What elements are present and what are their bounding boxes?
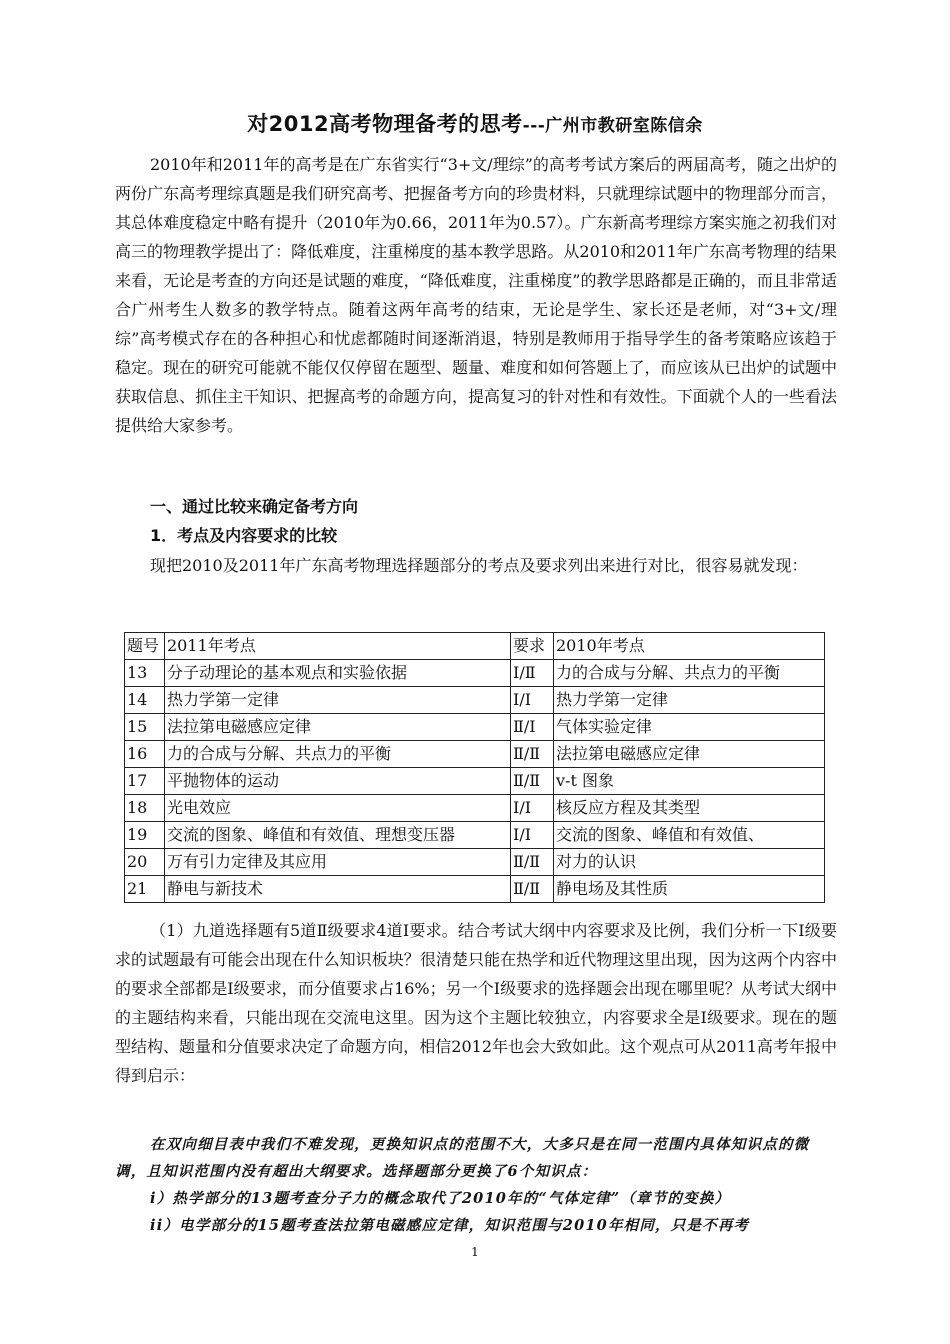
cell-requirement: Ⅰ/Ⅰ xyxy=(511,822,554,849)
subsection-heading: 1．考点及内容要求的比较 xyxy=(150,526,338,545)
table-row xyxy=(125,795,825,822)
table-row xyxy=(125,768,825,795)
page-title xyxy=(115,108,835,138)
cell-2010: 气体实验定律 xyxy=(554,714,825,741)
intro-paragraph: 2010年和2011年的高考是在广东省实行“3+文/理综”的高考考试方案后的两届高考，随之出炉的两份广东高考理综真题是我们研究高考、把握备考方向的珍贵材料，只就理综试题中的物理部分而言，其总体难度稳定中略有提升（2010年为0.66，2011年为0.57）。广东新高考理综方案实施之初我们对高三的物理教学提出了：降低难度，注重梯度的基本教学思路。从2010和2011年广东高考物理的结果来看，无论是考查的方向还是试题的难度，“降低难度，注重梯度”的教学思路都是正确的，而且非常适合广州考生人数多的教学特点。随着这两年高考的结束，无论是学生、家长还是老师，对“3+文/理综”高考模式存在的各种担心和忧虑都随时间逐渐消退，特别是教师用于指导学生的备考策略应该趋于稳定。现在的研究可能就不能仅仅停留在题型、题量、难度和如何答题上了，而应该从已出炉的试题中获取信息、抓住主干知识、把握高考的命题方向，提高复习的针对性和有效性。下面就个人的一些看法提供给大家参考。 xyxy=(115,155,837,435)
handwritten-note-item: i）热学部分的13题考查分子力的概念取代了2010年的“气体定律”（章节的变换） xyxy=(150,1190,731,1207)
cell-number: 19 xyxy=(125,822,165,849)
cell-2011: 力的合成与分解、共点力的平衡 xyxy=(165,741,511,768)
cell-number: 17 xyxy=(125,768,165,795)
header-2011: 2011年考点 xyxy=(165,633,511,660)
cell-requirement: Ⅰ/Ⅱ xyxy=(511,660,554,687)
table-row xyxy=(125,741,825,768)
table-intro-paragraph: 现把2010及2011年广东高考物理选择题部分的考点及要求列出来进行对比，很容易就发现： xyxy=(150,556,808,575)
cell-2010: 核反应方程及其类型 xyxy=(554,795,825,822)
cell-requirement: Ⅱ/Ⅱ xyxy=(511,768,554,795)
cell-2011: 分子动理论的基本观点和实验依据 xyxy=(165,660,511,687)
cell-requirement: Ⅱ/Ⅱ xyxy=(511,876,554,903)
cell-number: 13 xyxy=(125,660,165,687)
cell-2010: 力的合成与分解、共点力的平衡 xyxy=(554,660,825,687)
header-number: 题号 xyxy=(125,633,165,660)
table-row xyxy=(125,876,825,903)
title-main: 对2012高考物理备考的思考 xyxy=(247,112,523,136)
cell-requirement: Ⅱ/Ⅱ xyxy=(511,849,554,876)
cell-2011: 交流的图象、峰值和有效值、理想变压器 xyxy=(165,822,511,849)
analysis-paragraph: （1）九道选择题有5道Ⅱ级要求4道Ⅰ要求。结合考试大纲中内容要求及比例，我们分析一下Ⅰ级要求的试题最有可能会出现在什么知识板块？很清楚只能在热学和近代物理这里出现，因为这两个内容中的要求全部都是Ⅰ级要求，而分值要求占16%；另一个Ⅰ级要求的选择题会出现在哪里呢？从考试大纲中的主题结构来看，只能出现在交流电这里。因为这个主题比较独立，内容要求全是Ⅰ级要求。现在的题型结构、题量和分值要求决定了命题方向，相信2012年也会大致如此。这个观点可从2011高考年报中得到启示： xyxy=(115,921,837,1085)
cell-2010: 对力的认识 xyxy=(554,849,825,876)
cell-2010: 热力学第一定律 xyxy=(554,687,825,714)
page-number: 1 xyxy=(471,1245,479,1259)
cell-2011: 光电效应 xyxy=(165,795,511,822)
cell-2011: 热力学第一定律 xyxy=(165,687,511,714)
comparison-table xyxy=(124,632,825,903)
handwritten-note-item: ii）电学部分的15题考查法拉第电磁感应定律，知识范围与2010年相同，只是不再考 xyxy=(150,1217,750,1234)
title-author: ---广州市教研室陈信余 xyxy=(522,116,703,136)
cell-2011: 万有引力定律及其应用 xyxy=(165,849,511,876)
table-row xyxy=(125,660,825,687)
cell-2011: 静电与新技术 xyxy=(165,876,511,903)
cell-2010: v-t 图象 xyxy=(554,768,825,795)
cell-requirement: Ⅰ/Ⅰ xyxy=(511,687,554,714)
cell-2010: 交流的图象、峰值和有效值、 xyxy=(554,822,825,849)
cell-2011: 法拉第电磁感应定律 xyxy=(165,714,511,741)
header-requirement: 要求 xyxy=(511,633,554,660)
table-header-row xyxy=(125,633,825,660)
table-row xyxy=(125,849,825,876)
cell-requirement: Ⅰ/Ⅰ xyxy=(511,795,554,822)
cell-number: 21 xyxy=(125,876,165,903)
cell-number: 18 xyxy=(125,795,165,822)
cell-requirement: Ⅱ/Ⅰ xyxy=(511,714,554,741)
cell-number: 14 xyxy=(125,687,165,714)
table-row xyxy=(125,822,825,849)
cell-requirement: Ⅱ/Ⅱ xyxy=(511,741,554,768)
section-heading: 一、通过比较来确定备考方向 xyxy=(150,497,359,516)
cell-2010: 法拉第电磁感应定律 xyxy=(554,741,825,768)
cell-2010: 静电场及其性质 xyxy=(554,876,825,903)
table-row xyxy=(125,687,825,714)
handwritten-note-line: 在双向细目表中我们不难发现，更换知识点的范围不大，大多只是在同一范围内具体知识点的微调，且知识范围内没有超出大纲要求。选择题部分更换了6个知识点： xyxy=(115,1136,810,1180)
cell-number: 20 xyxy=(125,849,165,876)
header-2010: 2010年考点 xyxy=(554,633,825,660)
cell-number: 15 xyxy=(125,714,165,741)
table-row xyxy=(125,714,825,741)
cell-number: 16 xyxy=(125,741,165,768)
cell-2011: 平抛物体的运动 xyxy=(165,768,511,795)
